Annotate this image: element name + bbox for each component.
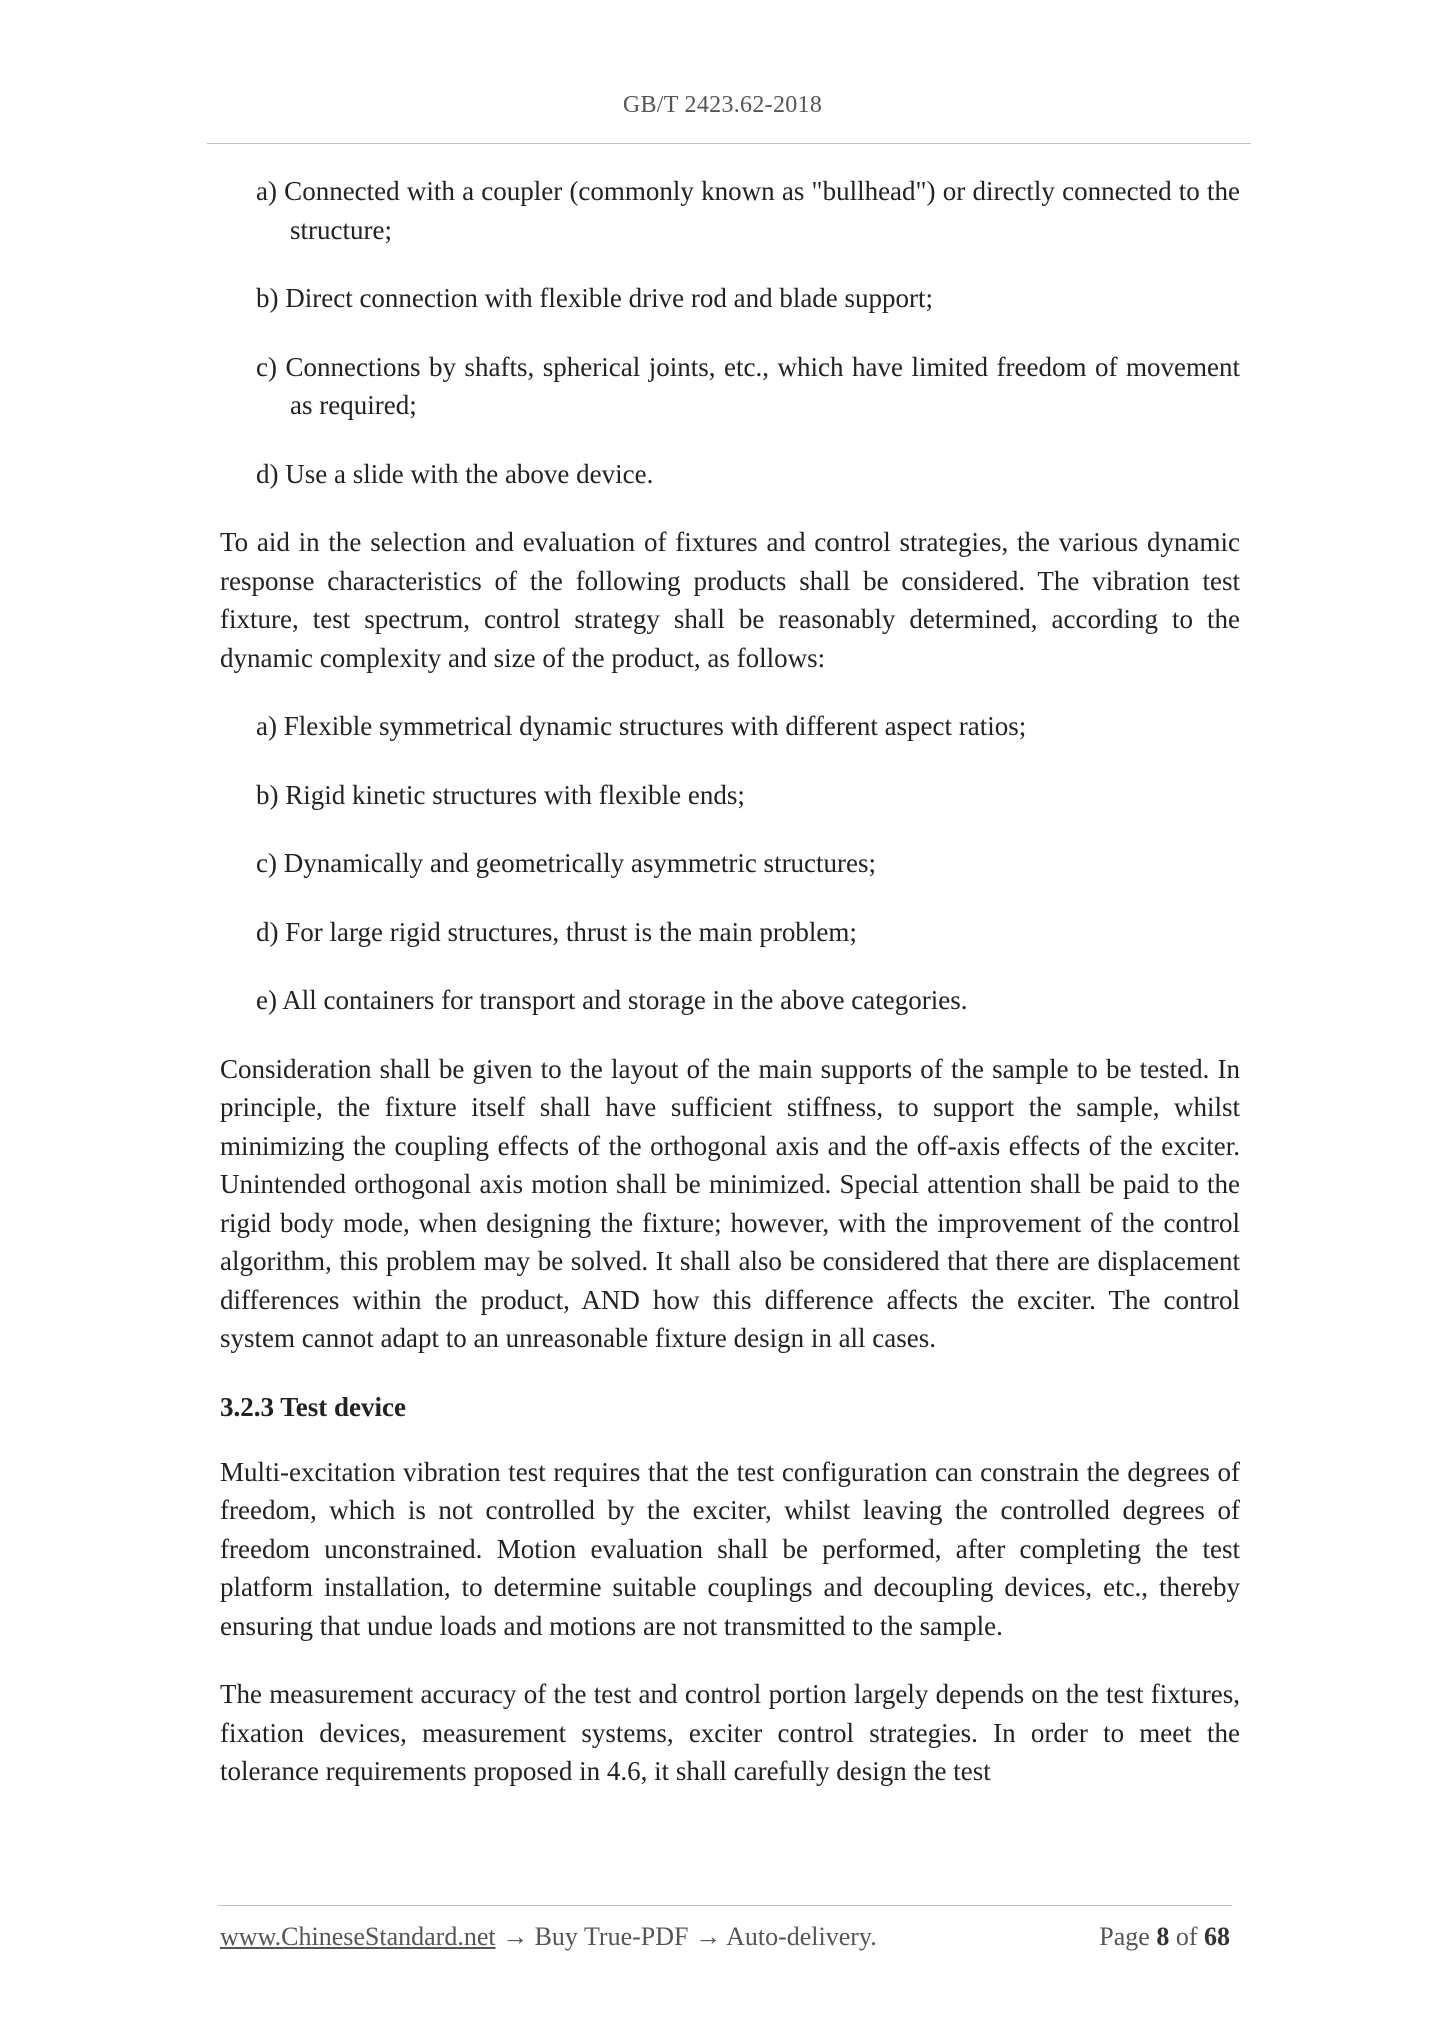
- arrow-right-icon: →: [695, 1922, 721, 1951]
- paragraph: Consideration shall be given to the layout of the main supports of the sample to be tested. In principle, the fixture itself shall have sufficient stiffness, to support the sample, whilst minimizing the coupling effects of the orthogonal axis and the off-axis effects of the exciter. Unintended orthogonal axis motion shall be minimized. Special attention shall be paid to the rigid body mode, when designing the fixture; however, with the improvement of the control algorithm, this problem may be solved. It shall also be considered that there are displacement differences within the product, AND how this difference affects the exciter. The control system cannot adapt to an unreasonable fixture design in all cases.: [220, 1053, 1240, 1353]
- list-item: d) Use a slide with the above device.: [256, 458, 654, 489]
- of-label: of: [1175, 1922, 1198, 1951]
- footer-divider: [218, 1905, 1232, 1906]
- buy-pdf-text: Buy True-PDF: [534, 1922, 689, 1951]
- list-item: a) Flexible symmetrical dynamic structures with different aspect ratios;: [256, 711, 1027, 741]
- paragraph: Multi-excitation vibration test requires that the test configuration can constrain the degrees of freedom, which is not controlled by the exciter, whilst leaving the controlled degrees of freedom unconstrained. Motion evaluation shall be performed, after completing the test platform installation, to determine suitable couplings and decoupling devices, etc., thereby ensuring that undue loads and motions are not transmitted to the sample.: [220, 1456, 1240, 1641]
- list-item: a) Connected with a coupler (commonly known as "bullhead") or directly connected to the structure;: [256, 176, 1240, 245]
- current-page: 8: [1156, 1922, 1170, 1951]
- arrow-right-icon: →: [502, 1922, 529, 1951]
- list-item: b) Direct connection with flexible drive rod and blade support;: [256, 283, 934, 313]
- total-pages: 68: [1204, 1922, 1230, 1951]
- section-heading: 3.2.3 Test device: [220, 1391, 406, 1422]
- list-item: e) All containers for transport and storage in the above categories.: [256, 985, 968, 1015]
- footer-links: [220, 1922, 877, 1952]
- paragraph: The measurement accuracy of the test and control portion largely depends on the test fixtures, fixation devices, measurement systems, exciter control strategies. In order to meet the tolerance requirements proposed in 4.6, it shall carefully design the test: [220, 1679, 1240, 1786]
- list-item: d) For large rigid structures, thrust is the main problem;: [256, 916, 857, 947]
- auto-delivery-text: Auto-delivery.: [726, 1922, 877, 1951]
- website-link[interactable]: www.ChineseStandard.net: [220, 1922, 496, 1951]
- list-item: c) Connections by shafts, spherical joints, etc., which have limited freedom of movement as required;: [256, 351, 1240, 420]
- page-label: Page: [1099, 1922, 1150, 1951]
- paragraph: To aid in the selection and evaluation of fixtures and control strategies, the various dynamic response characteristics of the following products shall be considered. The vibration test fixture, test spectrum, control strategy shall be reasonably determined, according to the dynamic complexity and size of the product, as follows:: [220, 527, 1240, 673]
- document-header: GB/T 2423.62-2018: [622, 92, 823, 118]
- list-item: b) Rigid kinetic structures with flexible ends;: [256, 779, 745, 810]
- header-divider: [207, 143, 1251, 144]
- list-item: c) Dynamically and geometrically asymmetric structures;: [256, 848, 877, 878]
- page-content: [220, 172, 1240, 1791]
- page-number: [1099, 1922, 1230, 1952]
